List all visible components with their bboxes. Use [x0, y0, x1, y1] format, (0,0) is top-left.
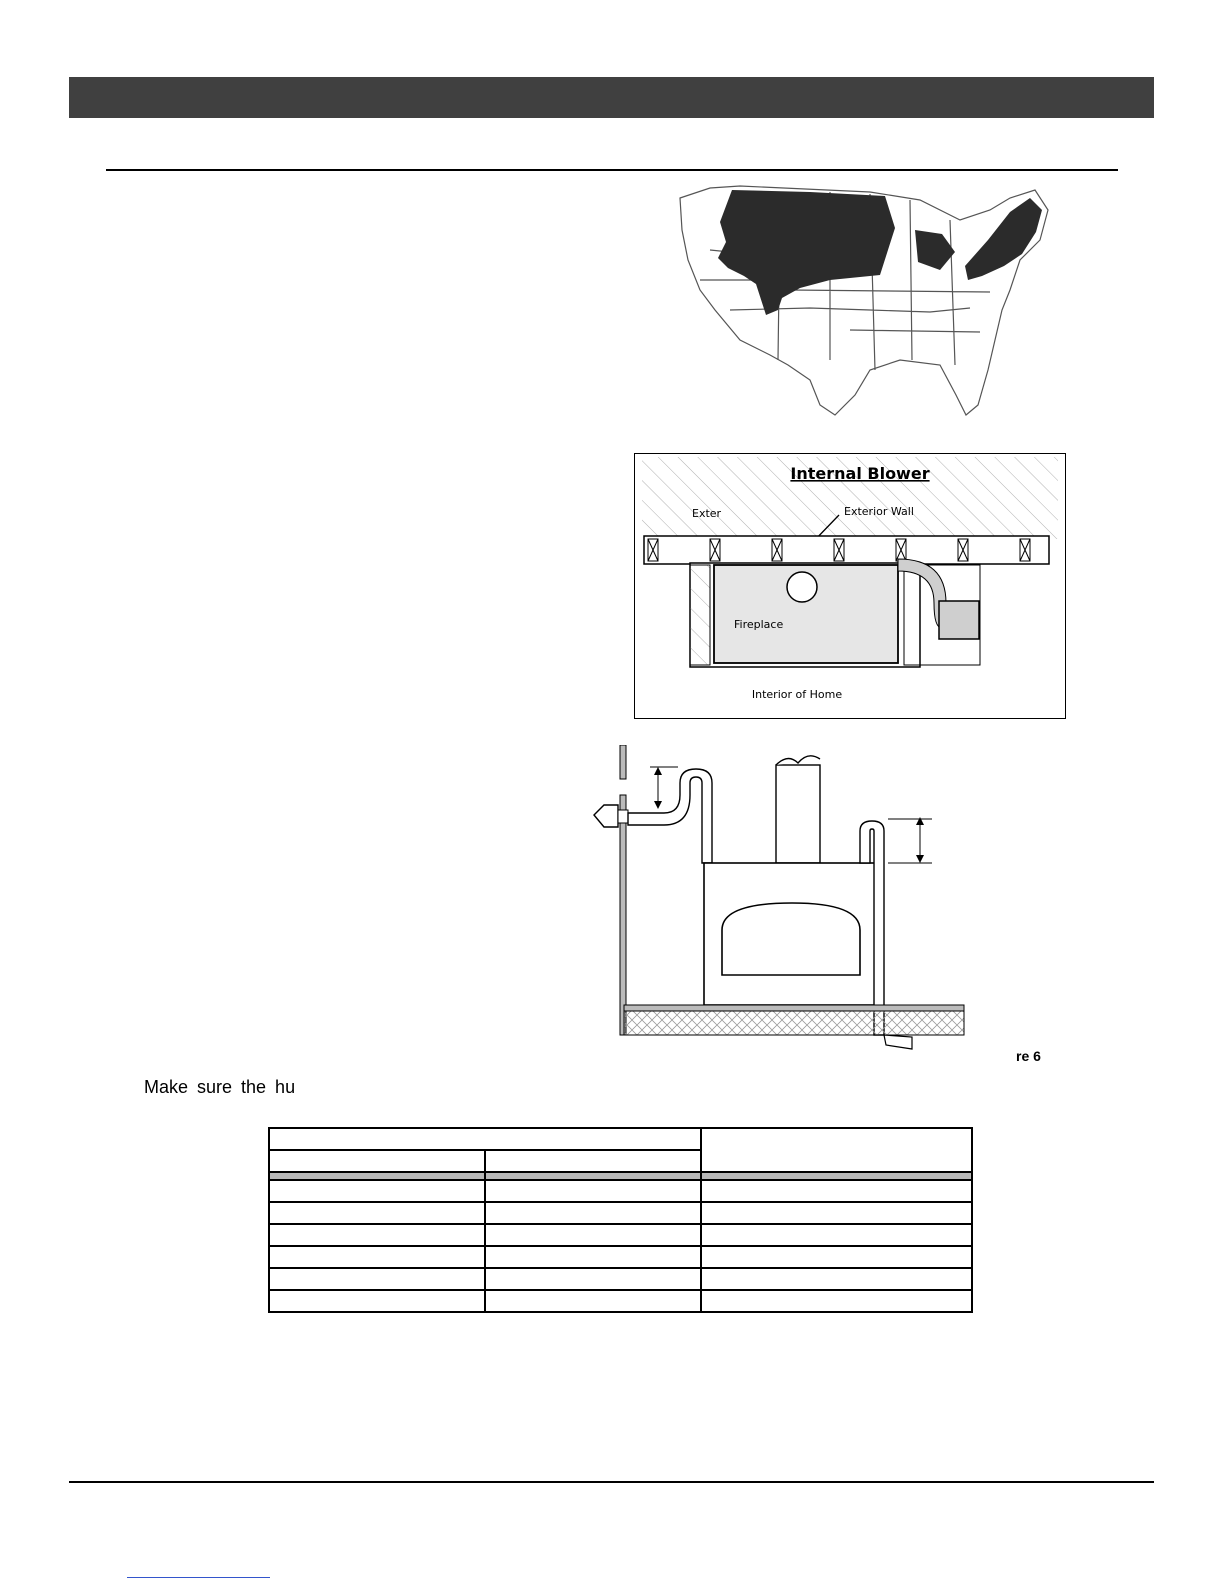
exterior-wall-label: Exterior Wall	[844, 505, 914, 518]
vent-terminal	[594, 805, 618, 827]
chimney-pipe	[776, 765, 820, 863]
blower-unit	[939, 601, 979, 639]
figure-label: re 6	[1016, 1048, 1041, 1064]
table-header-cell	[269, 1150, 485, 1172]
floor-top	[624, 1005, 964, 1011]
table-header-cell	[701, 1128, 972, 1172]
table-separator-row	[269, 1172, 972, 1180]
us-map-image	[670, 180, 1070, 425]
table-row	[269, 1268, 972, 1290]
body-paragraph: Make sure the hu	[144, 1077, 296, 1097]
floor-slab	[624, 1011, 964, 1035]
vent-installation-diagram	[592, 745, 977, 1070]
exterior-wall	[644, 536, 1049, 564]
data-table	[268, 1127, 973, 1313]
table-row	[269, 1180, 972, 1202]
exterior-label: Exter	[692, 507, 722, 520]
table-header-row-1	[269, 1128, 972, 1150]
header-bar	[69, 77, 1154, 118]
interior-label: Interior of Home	[751, 688, 843, 701]
fireplace-opening	[722, 903, 860, 975]
diagram-title: Internal Blower	[790, 464, 930, 483]
internal-blower-diagram	[634, 453, 1066, 719]
section-divider	[106, 169, 1118, 171]
flue-circle	[787, 572, 817, 602]
table-header-cell	[269, 1128, 701, 1150]
table-row	[269, 1202, 972, 1224]
table-row	[269, 1246, 972, 1268]
fireplace-label: Fireplace	[734, 618, 784, 631]
wall	[620, 795, 626, 1035]
exhaust-pipe	[628, 769, 712, 863]
footer-link-underline[interactable]	[127, 1577, 270, 1578]
table-row	[269, 1224, 972, 1246]
footer-divider	[69, 1481, 1154, 1483]
table-header-cell	[485, 1150, 701, 1172]
intake-terminal	[884, 1035, 912, 1049]
wall-top	[620, 745, 626, 779]
table-row	[269, 1290, 972, 1312]
